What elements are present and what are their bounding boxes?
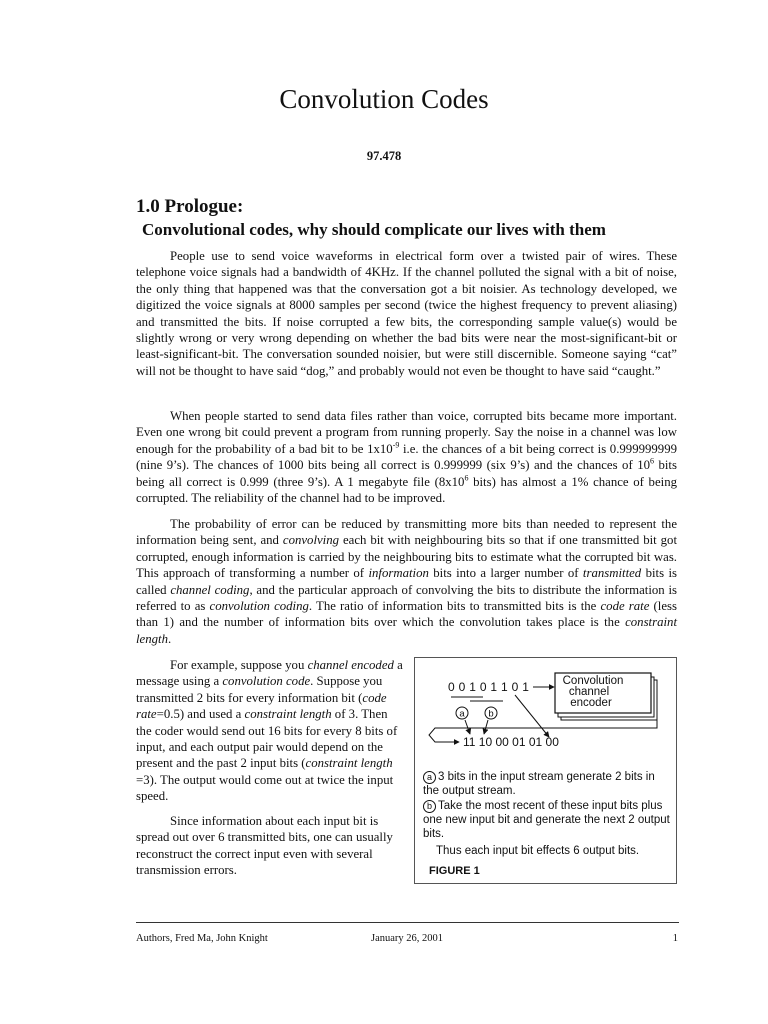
text-span: bits is called [136, 566, 677, 597]
exponent: 6 [464, 473, 469, 483]
text-span: For example, suppose you [170, 658, 308, 672]
encoder-label-line-1: Convolution [562, 675, 624, 687]
footer-page-number: 1 [672, 933, 678, 944]
text-span: When people started to send data files rather than voice, corrupted bits became more important. Even one wrong bit could prevent a program from running properly. Say the noise in a channel was low enough for the probability of a bad bit to be 1x10 [136, 409, 677, 456]
term: information [368, 566, 429, 581]
term: code rate [136, 690, 387, 722]
paragraph-voice-signals: People use to send voice waveforms in electrical form over a twisted pair of wires. These telephone voice signals had a bandwidth of 4KHz. If the channel polluted the signal with a bit of noise, the only thing that happened was that the conversation got a bit noisier. As technology developed, we digitized the voice signals at 8000 samples per second (twice the highest frequency to prevent aliasing) and transmitted the bits. If noise corrupted a few bits, the corresponding sample value(s) would be slightly wrong or very wrong depending on whether the bad bits were near the most-significant-bit or least-significant-bit. The conversation sounded noisier, but were still discernible. Someone saying “cat” will not be thought to have said “dog,” and probably would not even be thought to have said “caught.” [136, 249, 677, 378]
text-span: a message using a [136, 658, 403, 689]
note-b-text: Take the most recent of these input bits plus one new input bit and generate the next 2 output bits. [423, 800, 670, 840]
text-span: =0.5) and used a [156, 707, 245, 722]
document-number: 97.478 [366, 149, 402, 163]
section-subheading: Convolutional codes, why should complicate our lives with them [142, 220, 606, 239]
encoder-diagram [415, 658, 678, 773]
figure-label: FIGURE 1 [429, 865, 480, 877]
footer-divider [136, 922, 679, 923]
term: channel encoded [307, 658, 394, 672]
exponent: -9 [392, 440, 400, 450]
note-c: Thus each input bit effects 6 output bits. [436, 845, 640, 857]
term: code rate [600, 599, 650, 614]
term: constraint length [305, 756, 393, 771]
output-bit-stream: 11 10 00 01 01 00 [463, 735, 559, 749]
section-heading: 1.0 Prologue: [136, 196, 244, 217]
marker-b-label: b [488, 708, 494, 720]
exponent: 6 [650, 456, 654, 466]
term: transmitted [582, 566, 642, 581]
term: convolution coding [209, 599, 309, 614]
term: constraint length [244, 707, 332, 722]
note-a-text: 3 bits in the input stream generate 2 bits in the output stream. [423, 771, 655, 797]
arrow-a-output [465, 720, 470, 734]
document-title: Convolution Codes [279, 84, 489, 114]
text-span: of 3. Then the coder would send out 16 bits for every 8 bits of input, and each output pair would depend on the present and the past 2 input bits ( [136, 707, 398, 771]
leader-line [515, 695, 549, 737]
note-a [423, 770, 673, 798]
term: channel coding [170, 582, 250, 597]
arrow-b-output [484, 720, 488, 734]
encoder-label-line-2: channel [568, 686, 610, 698]
paragraph-data-files [136, 408, 677, 506]
input-bit-stream: 0 0 1 0 1 1 0 1 [448, 680, 530, 694]
text-span: The probability of error can be reduced by transmitting more bits than needed to represent the information being sent, and [136, 517, 677, 548]
text-span: , and the particular approach of convolving the bits to distribute the information is referred to as [136, 582, 678, 614]
text-span: each bit with neighbouring bits so that if one transmitted bit got corrupted, enough information is carried by the neighbouring bits to estimate what the corrupted bit was. This approach of transforming a number of [136, 533, 677, 581]
term: convolving [282, 533, 340, 548]
text-span: . [168, 631, 172, 646]
text-span: . The ratio of information bits to transmitted bits is the [308, 599, 601, 614]
text-span: =3). The output would come out at twice the input speed. [136, 772, 394, 804]
text-span: bits) has almost a 1% chance of being corrupted. The reliability of the channel had to be improved. [136, 474, 677, 506]
marker-a-label: a [459, 708, 465, 720]
marker-a-inline: a [423, 771, 436, 784]
footer-authors: Authors, Fred Ma, John Knight [136, 933, 268, 944]
paragraph-example [136, 657, 406, 805]
paragraph-reconstruction: Since information about each input bit is spread out over 6 transmitted bits, one can usually reconstruct the correct input even with several transmission errors. [136, 814, 393, 878]
encoder-label-line-3: encoder [570, 697, 612, 709]
term: constraint length [136, 615, 677, 646]
text-span: . Suppose you transmitted 2 bits for every information bit ( [136, 674, 383, 705]
text-span: bits being all correct is 0.999 (three 9’s). A 1 megabyte file (8x10 [136, 458, 677, 489]
footer-date: January 26, 2001 [371, 933, 444, 944]
text-span: i.e. the chances of a bit being correct is 0.999999999 (nine 9’s). The chances of 1000 bits being all correct is 0.999999 (six 9’s) and the chances of 10 [136, 441, 677, 473]
text-span: (less than 1) and the number of information bits over which the convolution takes place is the [136, 599, 677, 630]
figure-1 [414, 657, 677, 884]
text-span: bits into a larger number of [428, 566, 583, 581]
note-b [423, 799, 673, 841]
term: convolution code [222, 674, 311, 689]
marker-b-inline: b [423, 800, 436, 813]
paragraph-error-reduction [136, 516, 677, 647]
